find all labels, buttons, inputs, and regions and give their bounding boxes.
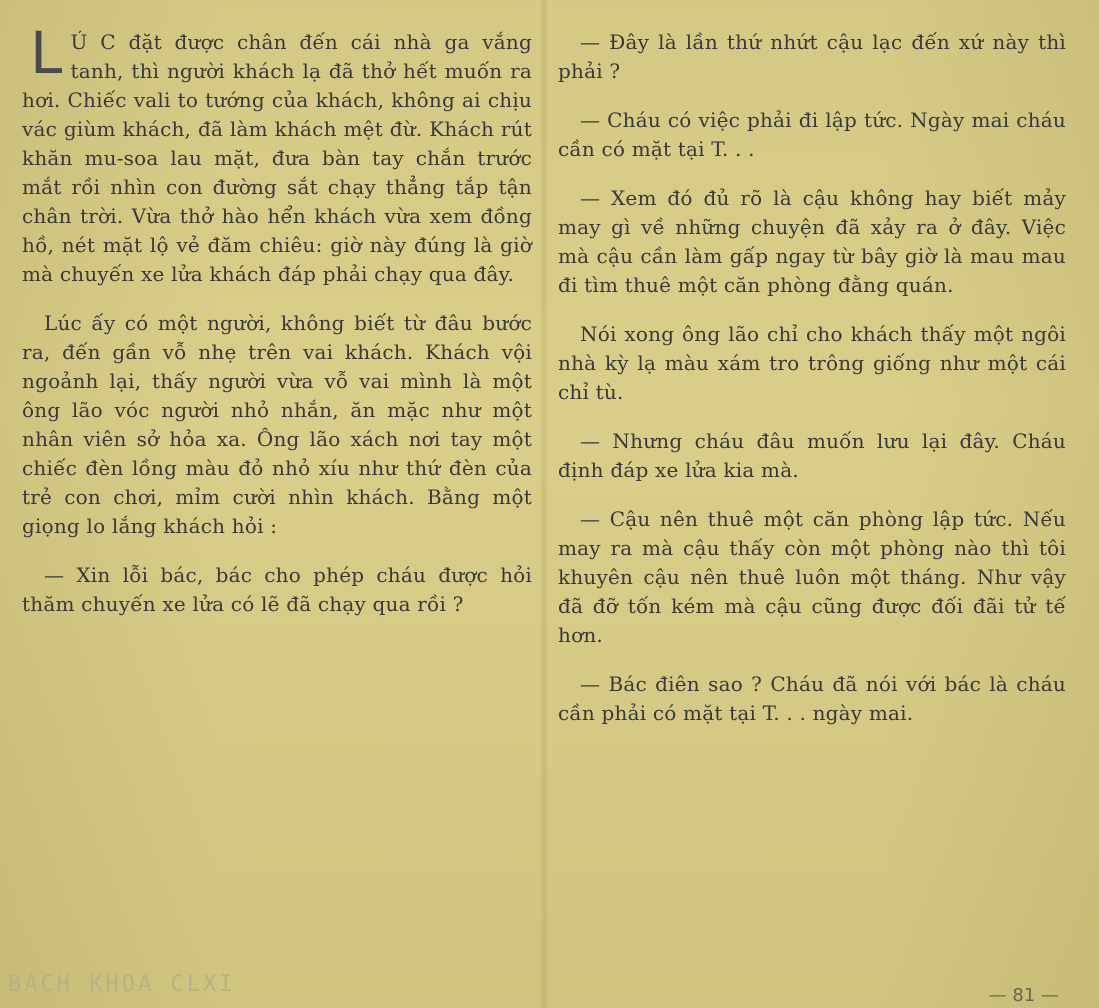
- dialogue-paragraph: — Xem đó đủ rõ là cậu không hay biết mảy may gì về những chuyện đã xảy ra ở đây. Việc mà cậu cần làm gấp ngay từ bây giờ là mau mau đi tìm thuê một căn phòng đằng quán.: [558, 186, 1066, 297]
- dialogue-paragraph: — Bác điên sao ? Cháu đã nói với bác là cháu cần phải có mặt tại T. . . ngày mai.: [558, 672, 1066, 725]
- dialogue-paragraph: — Đây là lần thứ nhứt cậu lạc đến xứ này thì phải ?: [558, 30, 1066, 83]
- publication-footer: BÁCH KHOA CLXI: [8, 972, 236, 997]
- paragraph: Lúc ấy có một người, không biết từ đâu bước ra, đến gần vỗ nhẹ trên vai khách. Khách vội ngoảnh lại, thấy người vừa vỗ vai mình là một ông lão vóc người nhỏ nhắn, ăn mặc như một nhân viên sở hỏa xa. Ông lão xách nơi tay một chiếc đèn lồng màu đỏ nhỏ xíu như thứ đèn của trẻ con chơi, mỉm cười nhìn khách. Bằng một giọng lo lắng khách hỏi :: [22, 311, 532, 538]
- opening-paragraph-text: Ú C đặt được chân đến cái nhà ga vắng tanh, thì người khách lạ đã thở hết muốn ra hơi. Chiếc vali to tướng của khách, không ai chịu vác giùm khách, đã làm khách mệt đừ. Khách rút khăn mu-soa lau mặt, đưa bàn tay chắn trước mắt rồi nhìn con đường sắt chạy thẳng tắp tận chân trời. Vừa thở hào hển khách vừa xem đồng hồ, nét mặt lộ vẻ đăm chiêu: giờ này đúng là giờ mà chuyến xe lửa khách đáp phải chạy qua đây.: [22, 30, 532, 286]
- dialogue-paragraph: — Cậu nên thuê một căn phòng lập tức. Nếu may ra mà cậu thấy còn một phòng nào thì tôi khuyên cậu nên thuê luôn một tháng. Như vậy đã đỡ tốn kém mà cậu cũng được đối đãi tử tế hơn.: [558, 507, 1066, 647]
- left-column: [22, 19, 532, 639]
- opening-paragraph: [22, 19, 532, 289]
- right-column: [558, 28, 1066, 748]
- dialogue-paragraph: — Cháu có việc phải đi lập tức. Ngày mai cháu cần có mặt tại T. . .: [558, 108, 1066, 161]
- drop-cap: L: [30, 19, 63, 87]
- dialogue-paragraph: — Nhưng cháu đâu muốn lưu lại đây. Cháu định đáp xe lửa kia mà.: [558, 429, 1066, 482]
- page-gutter: [539, 0, 549, 1008]
- dialogue-paragraph: — Xin lỗi bác, bác cho phép cháu được hỏi thăm chuyến xe lửa có lẽ đã chạy qua rồi ?: [22, 563, 532, 616]
- paragraph: Nói xong ông lão chỉ cho khách thấy một ngôi nhà kỳ lạ màu xám tro trông giống như một cái chỉ tù.: [558, 322, 1066, 404]
- page-number: — 81 —: [988, 985, 1059, 1006]
